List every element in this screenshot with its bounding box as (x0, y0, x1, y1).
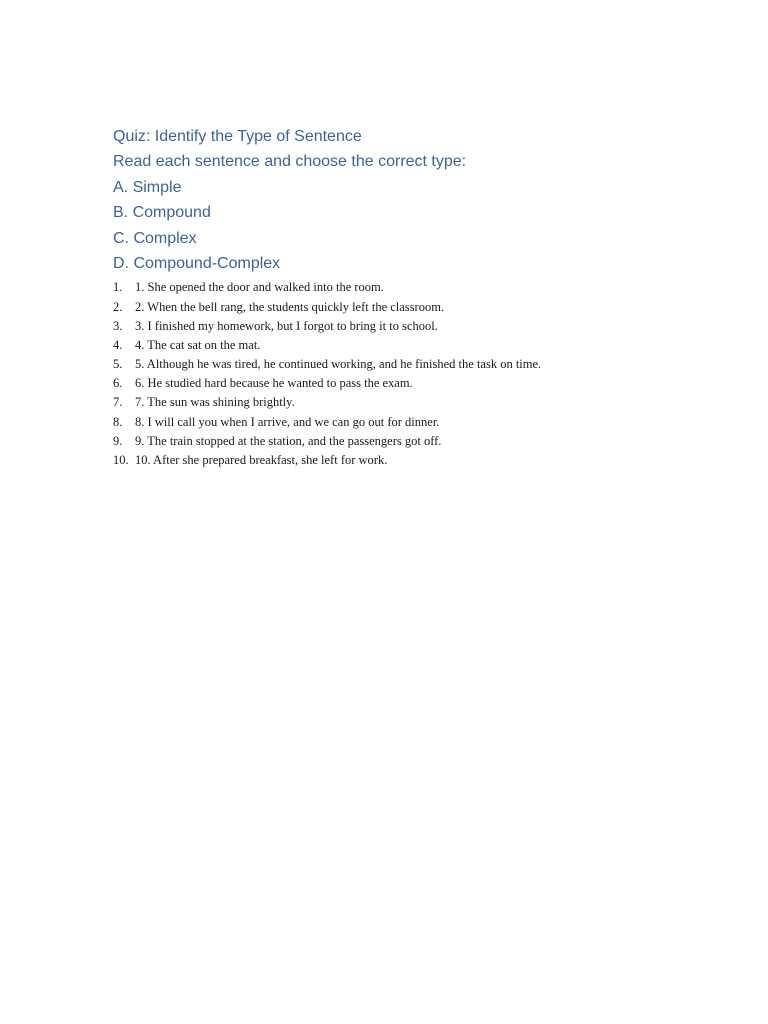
question-item (113, 336, 673, 355)
question-list (113, 278, 673, 470)
question-number: 6. (113, 376, 123, 391)
question-text: 10. After she prepared breakfast, she left for work. (135, 453, 388, 468)
question-item (113, 278, 673, 297)
question-text: 4. The cat sat on the mat. (135, 337, 261, 352)
question-text: 9. The train stopped at the station, and the passengers got off. (135, 433, 442, 448)
question-number: 8. (113, 414, 123, 429)
question-number: 5. (113, 357, 123, 372)
document-content (113, 124, 673, 470)
quiz-title: Quiz: Identify the Type of Sentence (113, 128, 362, 145)
question-text: 3. I finished my homework, but I forgot to bring it to school. (135, 318, 438, 333)
question-number: 4. (113, 337, 123, 352)
question-number: 2. (113, 299, 123, 314)
question-number: 10. (113, 453, 129, 468)
option-b: B. Compound (113, 204, 211, 222)
question-text: 6. He studied hard because he wanted to pass the exam. (135, 376, 413, 391)
option-a: A. Simple (113, 178, 182, 196)
question-item (113, 432, 673, 451)
question-text: 5. Although he was tired, he continued working, and he finished the task on time. (135, 357, 542, 372)
option-c: C. Complex (113, 229, 197, 247)
question-item (113, 451, 673, 470)
question-item (113, 374, 673, 393)
question-item (113, 393, 673, 412)
question-item (113, 355, 673, 374)
question-text: 8. I will call you when I arrive, and we can go out for dinner. (135, 414, 440, 429)
question-number: 1. (113, 280, 123, 295)
question-text: 2. When the bell rang, the students quickly left the classroom. (135, 299, 445, 314)
question-item (113, 298, 673, 317)
question-number: 9. (113, 433, 123, 448)
quiz-instructions: Read each sentence and choose the correct type: (113, 153, 467, 171)
question-item (113, 413, 673, 432)
question-text: 7. The sun was shining brightly. (135, 395, 295, 410)
question-item (113, 317, 673, 336)
question-text: 1. She opened the door and walked into the room. (135, 280, 384, 295)
question-number: 7. (113, 395, 123, 410)
question-number: 3. (113, 318, 123, 333)
option-d: D. Compound-Complex (113, 254, 281, 272)
